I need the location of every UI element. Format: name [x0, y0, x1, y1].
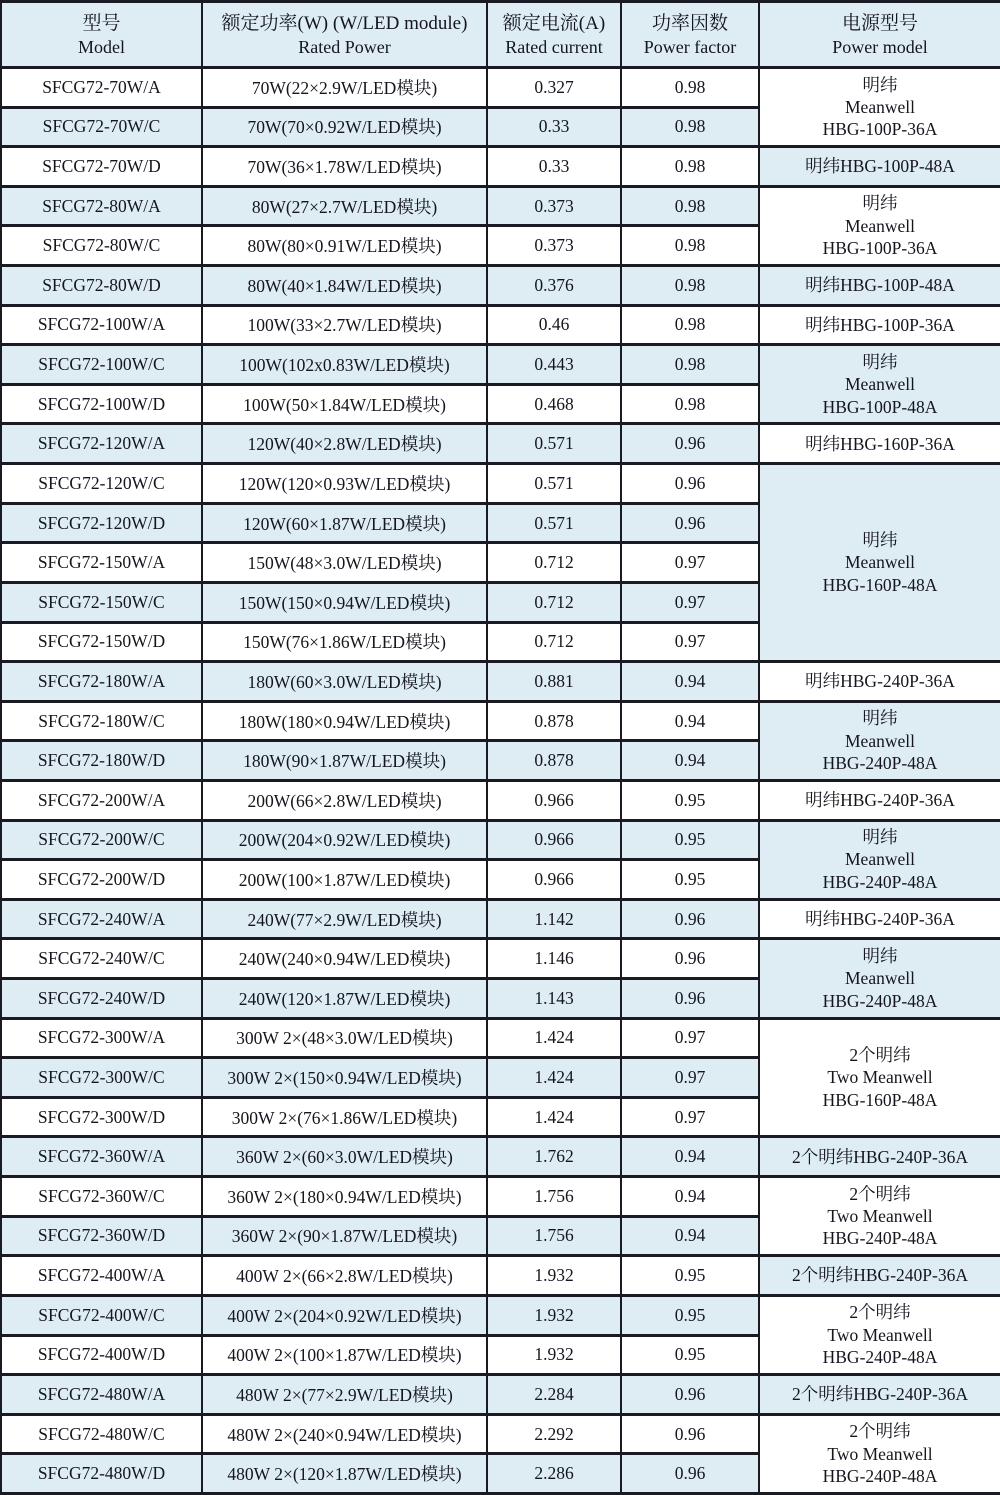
cell-power-model — [759, 147, 1000, 187]
cell-model: SFCG72-300W/C — [1, 1058, 202, 1098]
cell-rated-power: 360W 2×(90×1.87W/LED模块) — [202, 1216, 487, 1256]
power-model-line: HBG-240P-48A — [822, 871, 938, 892]
cell-power-model — [759, 1414, 1000, 1493]
power-model-line: 2个明纬HBG-240P-36A — [792, 1146, 968, 1167]
header-model-en: Model — [78, 36, 125, 57]
cell-rated-power: 120W(60×1.87W/LED模块) — [202, 503, 487, 543]
cell-model: SFCG72-240W/A — [1, 899, 202, 939]
cell-rated-current: 0.373 — [487, 226, 621, 266]
header-cell-rated-current — [487, 2, 621, 68]
cell-model: SFCG72-70W/D — [1, 147, 202, 187]
cell-rated-current: 1.762 — [487, 1137, 621, 1177]
cell-rated-current: 0.571 — [487, 424, 621, 464]
cell-model: SFCG72-300W/D — [1, 1097, 202, 1137]
cell-rated-power: 300W 2×(76×1.86W/LED模块) — [202, 1097, 487, 1137]
table-row — [1, 1414, 1000, 1454]
cell-model: SFCG72-80W/C — [1, 226, 202, 266]
cell-model: SFCG72-100W/D — [1, 384, 202, 424]
cell-rated-current: 2.286 — [487, 1454, 621, 1494]
header-rated-current-en: Rated current — [505, 36, 603, 57]
table-row — [1, 266, 1000, 306]
power-model-line: HBG-100P-48A — [822, 396, 938, 417]
cell-rated-current: 0.468 — [487, 384, 621, 424]
cell-power-model — [759, 701, 1000, 780]
cell-model: SFCG72-80W/D — [1, 266, 202, 306]
cell-power-factor: 0.95 — [621, 1256, 759, 1296]
cell-rated-power: 200W(66×2.8W/LED模块) — [202, 780, 487, 820]
cell-rated-current: 0.878 — [487, 701, 621, 741]
table-row — [1, 899, 1000, 939]
power-model-line: 明纬 — [862, 708, 898, 729]
cell-power-model — [759, 1137, 1000, 1177]
cell-rated-current: 1.424 — [487, 1058, 621, 1098]
header-rated-power-zh: 额定功率(W) (W/LED module) — [221, 12, 468, 34]
cell-model: SFCG72-480W/D — [1, 1454, 202, 1494]
cell-model: SFCG72-360W/A — [1, 1137, 202, 1177]
power-model-line: 2个明纬 — [849, 1421, 911, 1442]
cell-power-factor: 0.96 — [621, 464, 759, 504]
cell-rated-power: 400W 2×(204×0.92W/LED模块) — [202, 1295, 487, 1335]
cell-model: SFCG72-200W/A — [1, 780, 202, 820]
cell-power-factor: 0.96 — [621, 1414, 759, 1454]
cell-rated-current: 0.46 — [487, 305, 621, 345]
table-row — [1, 464, 1000, 504]
power-model-line: HBG-100P-36A — [822, 238, 938, 259]
cell-rated-power: 80W(80×0.91W/LED模块) — [202, 226, 487, 266]
header-row — [1, 2, 1000, 68]
cell-rated-current: 0.712 — [487, 582, 621, 622]
cell-rated-power: 70W(36×1.78W/LED模块) — [202, 147, 487, 187]
cell-power-factor: 0.96 — [621, 424, 759, 464]
cell-rated-power: 180W(90×1.87W/LED模块) — [202, 741, 487, 781]
table-row — [1, 68, 1000, 108]
table-row — [1, 1018, 1000, 1058]
header-rated-current-zh: 额定电流(A) — [502, 12, 606, 34]
power-model-line: 2个明纬 — [849, 1183, 911, 1204]
cell-rated-current: 0.966 — [487, 860, 621, 900]
cell-rated-power: 80W(40×1.84W/LED模块) — [202, 266, 487, 306]
cell-power-model — [759, 780, 1000, 820]
table-row — [1, 186, 1000, 226]
cell-rated-power: 150W(76×1.86W/LED模块) — [202, 622, 487, 662]
cell-rated-current: 0.712 — [487, 543, 621, 583]
table-row — [1, 939, 1000, 979]
cell-power-factor: 0.98 — [621, 186, 759, 226]
cell-rated-current: 0.33 — [487, 147, 621, 187]
cell-model: SFCG72-180W/D — [1, 741, 202, 781]
cell-power-factor: 0.98 — [621, 147, 759, 187]
table-row — [1, 1375, 1000, 1415]
cell-power-model — [759, 820, 1000, 899]
cell-rated-power: 120W(120×0.93W/LED模块) — [202, 464, 487, 504]
power-model-line: Two Meanwell — [827, 1205, 933, 1226]
cell-power-factor: 0.95 — [621, 820, 759, 860]
header-cell-rated-power — [202, 2, 487, 68]
power-model-line: 明纬 — [862, 74, 898, 95]
power-model-line: 明纬HBG-240P-36A — [805, 671, 955, 692]
cell-model: SFCG72-300W/A — [1, 1018, 202, 1058]
cell-power-model — [759, 1375, 1000, 1415]
power-model-line: 明纬 — [862, 827, 898, 848]
table-row — [1, 1256, 1000, 1296]
cell-power-model — [759, 662, 1000, 702]
cell-rated-power: 80W(27×2.7W/LED模块) — [202, 186, 487, 226]
cell-power-factor: 0.97 — [621, 543, 759, 583]
cell-power-model — [759, 1256, 1000, 1296]
cell-power-model — [759, 1018, 1000, 1137]
cell-power-factor: 0.96 — [621, 899, 759, 939]
cell-power-factor: 0.96 — [621, 1375, 759, 1415]
cell-model: SFCG72-80W/A — [1, 186, 202, 226]
cell-model: SFCG72-120W/C — [1, 464, 202, 504]
header-power-model-en: Power model — [832, 36, 928, 57]
cell-rated-current: 1.424 — [487, 1097, 621, 1137]
power-model-line: 明纬 — [862, 530, 898, 551]
cell-rated-current: 0.571 — [487, 503, 621, 543]
header-model-zh: 型号 — [82, 12, 121, 34]
power-model-line: 明纬HBG-100P-36A — [805, 314, 955, 335]
cell-rated-current: 1.932 — [487, 1256, 621, 1296]
power-model-line: 明纬 — [862, 193, 898, 214]
cell-model: SFCG72-70W/C — [1, 107, 202, 147]
cell-power-factor: 0.97 — [621, 1018, 759, 1058]
cell-rated-current: 0.966 — [487, 820, 621, 860]
power-model-line: 明纬HBG-100P-48A — [805, 275, 955, 296]
table-row — [1, 424, 1000, 464]
cell-rated-power: 100W(102x0.83W/LED模块) — [202, 345, 487, 385]
power-model-line: 2个明纬 — [849, 1044, 911, 1065]
header-power-model-zh: 电源型号 — [841, 12, 918, 34]
cell-rated-power: 70W(70×0.92W/LED模块) — [202, 107, 487, 147]
cell-power-factor: 0.96 — [621, 979, 759, 1019]
cell-power-factor: 0.96 — [621, 1454, 759, 1494]
cell-rated-power: 120W(40×2.8W/LED模块) — [202, 424, 487, 464]
cell-model: SFCG72-150W/D — [1, 622, 202, 662]
cell-rated-power: 480W 2×(120×1.87W/LED模块) — [202, 1454, 487, 1494]
cell-rated-current: 0.881 — [487, 662, 621, 702]
cell-rated-current: 0.33 — [487, 107, 621, 147]
power-model-line: Meanwell — [845, 730, 915, 751]
cell-rated-current: 2.292 — [487, 1414, 621, 1454]
cell-power-model — [759, 305, 1000, 345]
cell-model: SFCG72-70W/A — [1, 68, 202, 108]
cell-rated-power: 150W(48×3.0W/LED模块) — [202, 543, 487, 583]
cell-rated-current: 0.571 — [487, 464, 621, 504]
table-row — [1, 1177, 1000, 1217]
cell-model: SFCG72-180W/A — [1, 662, 202, 702]
cell-power-factor: 0.98 — [621, 107, 759, 147]
power-model-line: HBG-240P-48A — [822, 1228, 938, 1249]
cell-power-factor: 0.97 — [621, 622, 759, 662]
cell-rated-current: 1.932 — [487, 1295, 621, 1335]
cell-model: SFCG72-100W/C — [1, 345, 202, 385]
cell-power-factor: 0.95 — [621, 780, 759, 820]
cell-rated-power: 240W(240×0.94W/LED模块) — [202, 939, 487, 979]
cell-rated-current: 0.443 — [487, 345, 621, 385]
cell-power-factor: 0.98 — [621, 226, 759, 266]
cell-power-model — [759, 939, 1000, 1018]
cell-model: SFCG72-480W/A — [1, 1375, 202, 1415]
table-row — [1, 820, 1000, 860]
power-model-line: 2个明纬HBG-240P-36A — [792, 1265, 968, 1286]
cell-rated-current: 1.756 — [487, 1177, 621, 1217]
header-cell-power-factor — [621, 2, 759, 68]
cell-model: SFCG72-100W/A — [1, 305, 202, 345]
cell-power-factor: 0.95 — [621, 1335, 759, 1375]
cell-model: SFCG72-240W/D — [1, 979, 202, 1019]
cell-rated-current: 0.878 — [487, 741, 621, 781]
cell-rated-power: 100W(33×2.7W/LED模块) — [202, 305, 487, 345]
cell-power-model — [759, 899, 1000, 939]
cell-power-factor: 0.94 — [621, 1137, 759, 1177]
power-model-line: 明纬HBG-100P-48A — [805, 156, 955, 177]
cell-rated-power: 360W 2×(60×3.0W/LED模块) — [202, 1137, 487, 1177]
cell-model: SFCG72-400W/C — [1, 1295, 202, 1335]
cell-rated-current: 0.712 — [487, 622, 621, 662]
power-model-line: Two Meanwell — [827, 1324, 933, 1345]
table-row — [1, 147, 1000, 187]
table-row — [1, 345, 1000, 385]
cell-rated-power: 240W(120×1.87W/LED模块) — [202, 979, 487, 1019]
cell-power-model — [759, 464, 1000, 662]
power-model-line: HBG-240P-48A — [822, 1347, 938, 1368]
header-power-factor-en: Power factor — [643, 36, 737, 57]
cell-rated-power: 400W 2×(100×1.87W/LED模块) — [202, 1335, 487, 1375]
power-model-line: Two Meanwell — [827, 1443, 933, 1464]
cell-power-factor: 0.98 — [621, 305, 759, 345]
cell-rated-current: 0.376 — [487, 266, 621, 306]
cell-power-factor: 0.98 — [621, 345, 759, 385]
cell-rated-power: 200W(204×0.92W/LED模块) — [202, 820, 487, 860]
power-model-line: HBG-240P-48A — [822, 753, 938, 774]
cell-power-factor: 0.94 — [621, 1177, 759, 1217]
power-model-line: Two Meanwell — [827, 1067, 933, 1088]
cell-model: SFCG72-200W/C — [1, 820, 202, 860]
cell-rated-current: 0.373 — [487, 186, 621, 226]
cell-model: SFCG72-200W/D — [1, 860, 202, 900]
cell-model: SFCG72-180W/C — [1, 701, 202, 741]
cell-power-model — [759, 424, 1000, 464]
cell-rated-power: 300W 2×(48×3.0W/LED模块) — [202, 1018, 487, 1058]
power-model-line: Meanwell — [845, 374, 915, 395]
cell-rated-current: 1.932 — [487, 1335, 621, 1375]
table-row — [1, 305, 1000, 345]
cell-power-factor: 0.97 — [621, 582, 759, 622]
cell-power-model — [759, 1295, 1000, 1374]
power-model-line: Meanwell — [845, 215, 915, 236]
header-rated-power-en: Rated Power — [298, 36, 391, 57]
cell-rated-current: 1.756 — [487, 1216, 621, 1256]
power-model-line: HBG-100P-36A — [822, 119, 938, 140]
cell-rated-power: 480W 2×(240×0.94W/LED模块) — [202, 1414, 487, 1454]
cell-rated-current: 2.284 — [487, 1375, 621, 1415]
cell-power-factor: 0.98 — [621, 384, 759, 424]
cell-model: SFCG72-360W/D — [1, 1216, 202, 1256]
cell-power-factor: 0.94 — [621, 741, 759, 781]
cell-power-factor: 0.97 — [621, 1097, 759, 1137]
cell-model: SFCG72-150W/A — [1, 543, 202, 583]
power-model-line: 2个明纬HBG-240P-36A — [792, 1384, 968, 1405]
cell-model: SFCG72-120W/A — [1, 424, 202, 464]
header-power-factor-zh: 功率因数 — [651, 12, 728, 34]
cell-rated-power: 360W 2×(180×0.94W/LED模块) — [202, 1177, 487, 1217]
cell-power-factor: 0.96 — [621, 503, 759, 543]
power-model-line: 明纬 — [862, 945, 898, 966]
cell-power-model — [759, 186, 1000, 265]
table-row — [1, 1295, 1000, 1335]
cell-power-factor: 0.97 — [621, 1058, 759, 1098]
header-cell-power-model — [759, 2, 1000, 68]
cell-rated-power: 200W(100×1.87W/LED模块) — [202, 860, 487, 900]
cell-rated-power: 300W 2×(150×0.94W/LED模块) — [202, 1058, 487, 1098]
cell-model: SFCG72-360W/C — [1, 1177, 202, 1217]
cell-rated-power: 240W(77×2.9W/LED模块) — [202, 899, 487, 939]
power-model-line: 明纬 — [862, 351, 898, 372]
cell-model: SFCG72-120W/D — [1, 503, 202, 543]
header-cell-model — [1, 2, 202, 68]
power-model-line: HBG-160P-48A — [822, 574, 938, 595]
cell-power-model — [759, 68, 1000, 147]
cell-power-model — [759, 345, 1000, 424]
cell-model: SFCG72-240W/C — [1, 939, 202, 979]
cell-power-model — [759, 1177, 1000, 1256]
cell-rated-power: 70W(22×2.9W/LED模块) — [202, 68, 487, 108]
power-model-line: 2个明纬 — [849, 1302, 911, 1323]
cell-power-factor: 0.98 — [621, 68, 759, 108]
power-model-line: Meanwell — [845, 849, 915, 870]
cell-model: SFCG72-480W/C — [1, 1414, 202, 1454]
cell-model: SFCG72-400W/A — [1, 1256, 202, 1296]
power-model-line: Meanwell — [845, 552, 915, 573]
cell-power-factor: 0.95 — [621, 1295, 759, 1335]
cell-power-model — [759, 266, 1000, 306]
cell-power-factor: 0.94 — [621, 701, 759, 741]
power-model-line: 明纬HBG-240P-36A — [805, 790, 955, 811]
cell-rated-current: 0.966 — [487, 780, 621, 820]
cell-power-factor: 0.94 — [621, 662, 759, 702]
cell-power-factor: 0.95 — [621, 860, 759, 900]
table-row — [1, 1137, 1000, 1177]
cell-rated-power: 180W(180×0.94W/LED模块) — [202, 701, 487, 741]
cell-model: SFCG72-400W/D — [1, 1335, 202, 1375]
cell-power-factor: 0.96 — [621, 939, 759, 979]
cell-rated-power: 100W(50×1.84W/LED模块) — [202, 384, 487, 424]
cell-rated-power: 180W(60×3.0W/LED模块) — [202, 662, 487, 702]
power-model-line: 明纬HBG-160P-36A — [805, 433, 955, 454]
cell-power-factor: 0.98 — [621, 266, 759, 306]
power-model-line: HBG-160P-48A — [822, 1089, 938, 1110]
power-model-line: HBG-240P-48A — [822, 1466, 938, 1487]
table-row — [1, 780, 1000, 820]
power-model-line: Meanwell — [845, 96, 915, 117]
cell-rated-current: 1.424 — [487, 1018, 621, 1058]
cell-rated-power: 480W 2×(77×2.9W/LED模块) — [202, 1375, 487, 1415]
cell-rated-current: 1.143 — [487, 979, 621, 1019]
cell-model: SFCG72-150W/C — [1, 582, 202, 622]
table-row — [1, 701, 1000, 741]
table-row — [1, 662, 1000, 702]
cell-power-factor: 0.94 — [621, 1216, 759, 1256]
power-model-line: HBG-240P-48A — [822, 990, 938, 1011]
power-model-line: Meanwell — [845, 968, 915, 989]
cell-rated-power: 150W(150×0.94W/LED模块) — [202, 582, 487, 622]
power-model-line: 明纬HBG-240P-36A — [805, 908, 955, 929]
cell-rated-current: 0.327 — [487, 68, 621, 108]
cell-rated-power: 400W 2×(66×2.8W/LED模块) — [202, 1256, 487, 1296]
cell-rated-current: 1.142 — [487, 899, 621, 939]
cell-rated-current: 1.146 — [487, 939, 621, 979]
